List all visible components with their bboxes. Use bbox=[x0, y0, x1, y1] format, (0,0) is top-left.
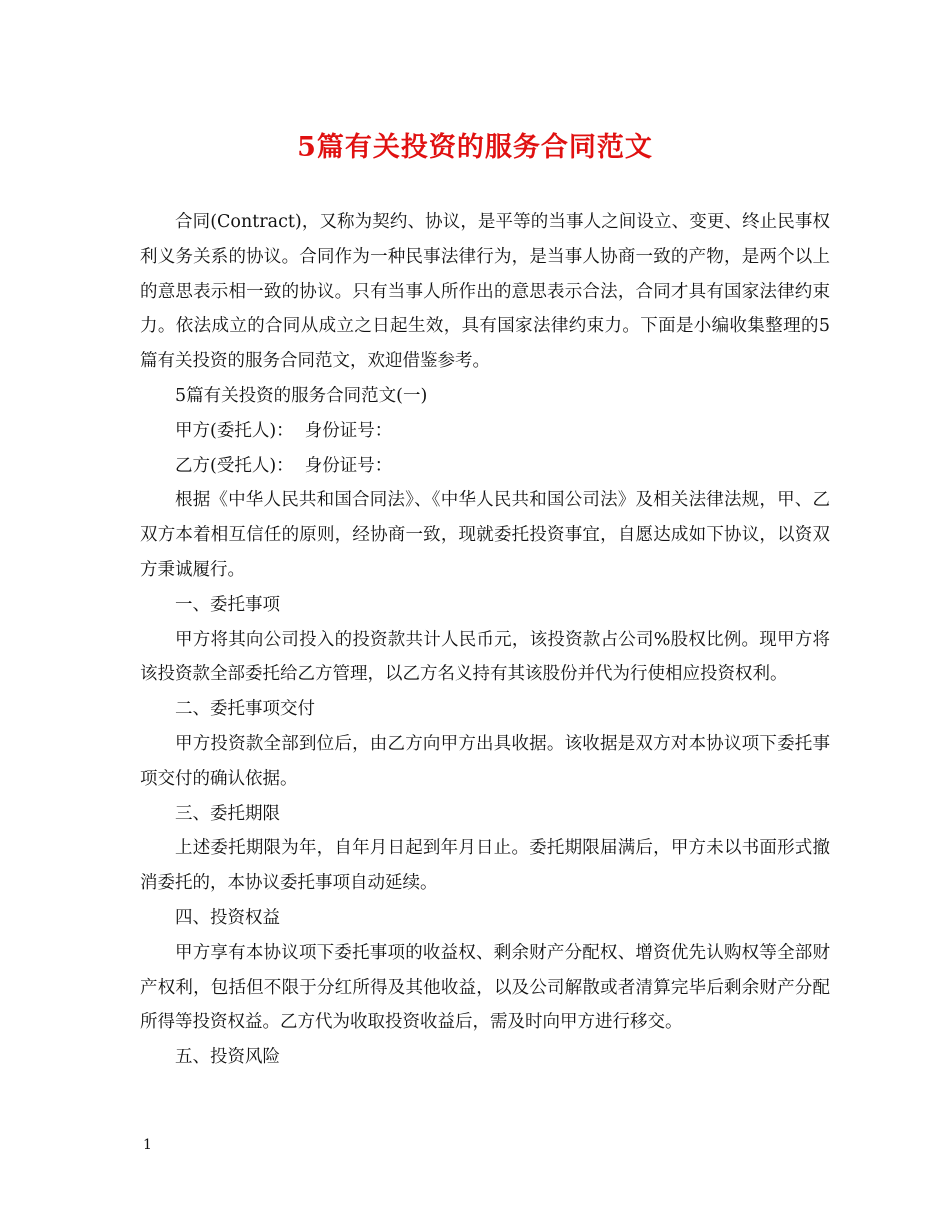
section-paragraph-3: 上述委托期限为年，自年月日起到年月日止。委托期限届满后，甲方未以书面形式撤消委托的，本协议委托事项自动延续。 bbox=[140, 838, 830, 894]
party-b-line: 乙方(受托人)： 身份证号： bbox=[175, 455, 393, 476]
section-heading-1: 一、委托事项 bbox=[175, 594, 280, 615]
section-heading-2: 二、委托事项交付 bbox=[175, 699, 315, 720]
section-paragraph-1: 甲方将其向公司投入的投资款共计人民币元，该投资款占公司%股权比例。现甲方将该投资款全部委托给乙方管理，以乙方名义持有其该股份并代为行使相应投资权利。 bbox=[140, 629, 830, 685]
section-paragraph-2: 甲方投资款全部到位后，由乙方向甲方出具收据。该收据是双方对本协议项下委托事项交付的确认依据。 bbox=[140, 733, 830, 789]
sample-heading: 5篇有关投资的服务合同范文(一) bbox=[175, 385, 428, 406]
section-heading-4: 四、投资权益 bbox=[175, 907, 280, 928]
document-title: 5篇有关投资的服务合同范文 bbox=[297, 132, 653, 163]
document-body bbox=[140, 205, 830, 1075]
intro-paragraph: 合同(Contract)，又称为契约、协议，是平等的当事人之间设立、变更、终止民事权利义务关系的协议。合同作为一种民事法律行为，是当事人协商一致的产物，是两个以上的意思表示相一致的协议。只有当事人所作出的意思表示合法，合同才具有国家法律约束力。依法成立的合同从成立之日起生效，具有国家法律约束力。下面是小编收集整理的5篇有关投资的服务合同范文，欢迎借鉴参考。 bbox=[140, 212, 830, 372]
section-heading-3: 三、委托期限 bbox=[175, 803, 280, 824]
section-heading-5: 五、投资风险 bbox=[175, 1047, 280, 1068]
page-number: 1 bbox=[143, 1137, 152, 1153]
section-paragraph-4: 甲方享有本协议项下委托事项的收益权、剩余财产分配权、增资优先认购权等全部财产权利，包括但不限于分红所得及其他收益，以及公司解散或者清算完毕后剩余财产分配所得等投资权益。乙方代为收取投资收益后，需及时向甲方进行移交。 bbox=[140, 942, 830, 1033]
party-a-line: 甲方(委托人)： 身份证号： bbox=[175, 420, 393, 441]
basis-paragraph: 根据《中华人民共和国合同法》、《中华人民共和国公司法》及相关法律法规，甲、乙双方本着相互信任的原则，经协商一致，现就委托投资事宜，自愿达成如下协议，以资双方秉诚履行。 bbox=[140, 490, 830, 580]
